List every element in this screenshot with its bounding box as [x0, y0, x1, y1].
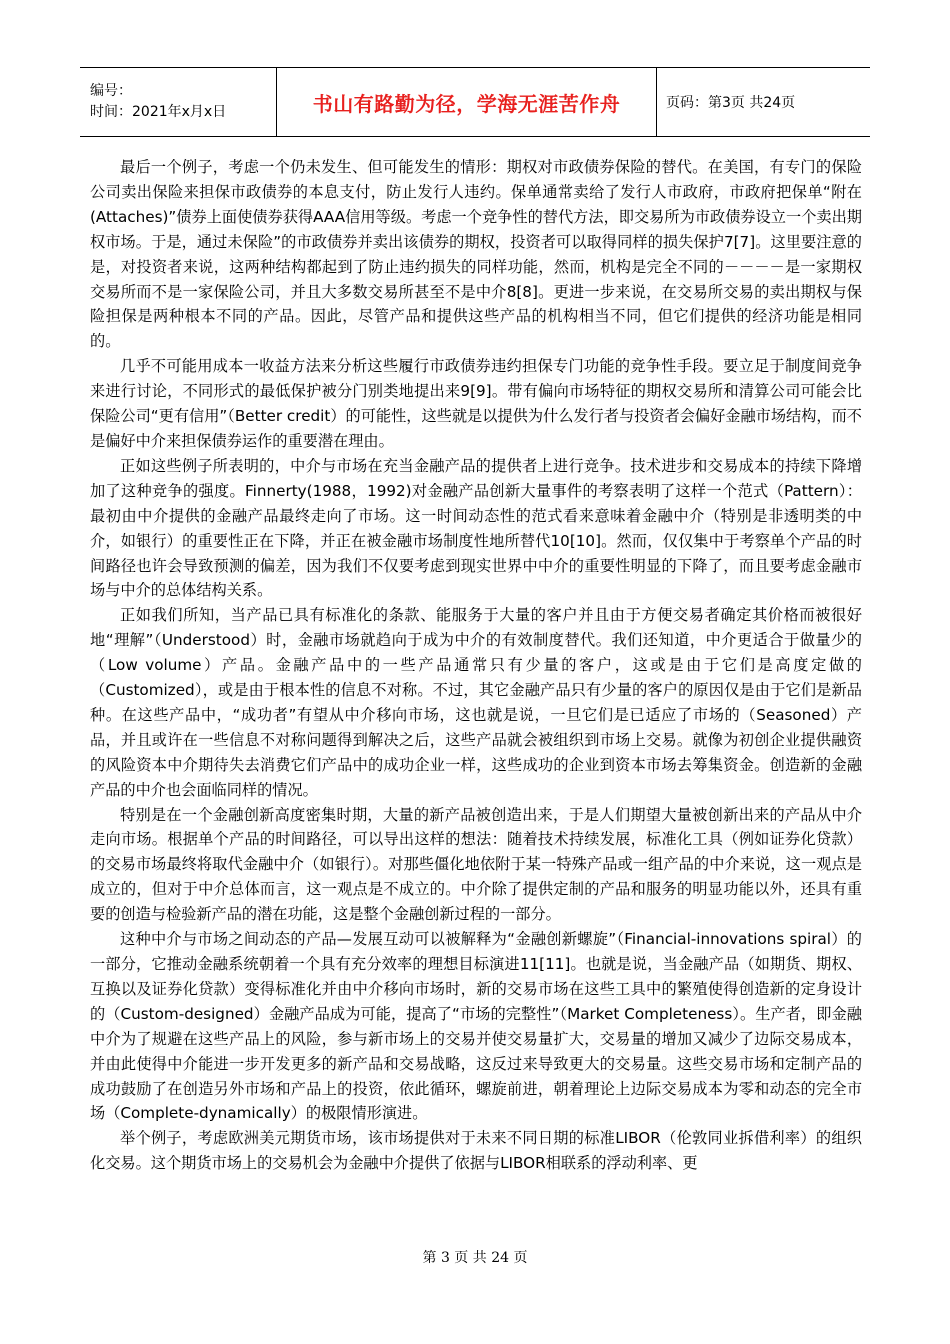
paragraph: 正如这些例子所表明的，中介与市场在充当金融产品的提供者上进行竞争。技术进步和交易成本的持续下降增加了这种竞争的强度。Finnerty(1988，1992)对金融产品创新大量事件的考察表明了这样一个范式（Pattern）：最初由中介提供的金融产品最终走向了市场。这一时间动态性的范式看来意味着金融中介（特别是非透明类的中介，如银行）的重要性正在下降，并正在被金融市场制度性地所替代10[10]。然而，仅仅集中于考察单个产品的时间路径也许会导致预测的偏差，因为我们不仅要考虑到现实世界中中介的重要性明显的下降了，而且要考虑金融市场与中介的总体结构关系。	[90, 456, 862, 600]
paragraph: 几乎不可能用成本一收益方法来分析这些履行市政债券违约担保专门功能的竞争性手段。要立足于制度间竞争来进行讨论，不同形式的最低保护被分门别类地提出来9[9]。带有偏向市场特征的期权交易所和清算公司可能会比保险公司“更有信用”（Better credit）的可能性，这些就是以提供为什么发行者与投资者会偏好金融市场结构，而不是偏好中介来担保债券运作的重要潜在理由。	[90, 357, 862, 450]
page-footer: 第 3 页 共 24 页	[422, 1250, 528, 1266]
paragraph: 特别是在一个金融创新高度密集时期，大量的新产品被创造出来，于是人们期望大量被创新出来的产品从中介走向市场。根据单个产品的时间路径，可以导出这样的想法：随着技术持续发展，标准化工具（例如证券化贷款）的交易市场最终将取代金融中介（如银行）。对那些僵化地依附于某一特殊产品或一组产品的中介来说，这一观点是成立的，但对于中介总体而言，这一观点是不成立的。中介除了提供定制的产品和服务的明显功能以外，还具有重要的创造与检验新产品的潜在功能，这是整个金融创新过程的一部分。	[90, 805, 862, 924]
paragraph: 这种中介与市场之间动态的产品—发展互动可以被解释为“金融创新螺旋”（Financial-innovations spiral）的一部分，它推动金融系统朝着一个具有充分效率的理想目标演进11[11]。也就是说，当金融产品（如期货、期权、互换以及证券化贷款）变得标准化并由中介移向市场时，新的交易市场在这些工具中的繁殖使得创造新的定身设计的（Custom-designed）金融产品成为可能，提高了“市场的完整性”（Market Completeness）。生产者，即金融中介为了规避在这些产品上的风险，参与新市场上的交易并使交易量扩大，交易量的增加又减少了边际交易成本，并由此使得中介能进一步开发更多的新产品和交易战略，这反过来导致更大的交易量。这些交易市场和定制产品的成功鼓励了在创造另外市场和产品上的投资，依此循环，螺旋前进，朝着理论上边际交易成本为零和动态的完全市场（Complete-dynamically）的极限情形演进。	[90, 930, 862, 1123]
header-motto: 书山有路勤为径，学海无涯苦作舟	[312, 91, 621, 116]
paragraph: 正如我们所知，当产品已具有标准化的条款、能服务于大量的客户并且由于方便交易者确定其价格而被很好地“理解”（Understood）时，金融市场就趋向于成为中介的有效制度替代。我们还知道，中介更适合于做量少的（Low volume）产品。金融产品中的一些产品通常只有少量的客户，这或是由于它们是高度定做的（Customized），或是由于根本性的信息不对称。不过，其它金融产品只有少量的客户的原因仅是由于它们是新品种。在这些产品中，“成功者”有望从中介移向市场，这也就是说，一旦它们是已适应了市场的（Seasoned）产品，并且或许在一些信息不对称问题得到解决之后，这些产品就会被组织到市场上交易。就像为初创企业提供融资的风险资本中介期待失去消费它们产品中的成功企业一样，这些成功的企业到资本市场去筹集资金。创造新的金融产品的中介也会面临同样的情况。	[90, 606, 862, 799]
header-page-info: 页码：第3页 共24页	[666, 95, 796, 111]
document-time-label: 时间：2021年x月x日	[90, 104, 227, 120]
header-motto-cell	[277, 68, 657, 136]
document-number-label: 编号：	[90, 83, 132, 99]
header-left-cell	[80, 68, 277, 136]
page-header	[80, 67, 870, 137]
header-page-cell	[657, 68, 870, 136]
paragraph: 举个例子，考虑欧洲美元期货市场，该市场提供对于未来不同日期的标准LIBOR（伦敦同业拆借利率）的组织化交易。这个期货市场上的交易机会为金融中介提供了依据与LIBOR相联系的浮动利率、更	[90, 1129, 862, 1173]
document-body	[90, 155, 862, 1176]
paragraph: 最后一个例子，考虑一个仍未发生、但可能发生的情形：期权对市政债券保险的替代。在美国，有专门的保险公司卖出保险来担保市政债券的本息支付，防止发行人违约。保单通常卖给了发行人市政府，市政府把保单“附在(Attaches)”债券上面使债券获得AAA信用等级。考虑一个竞争性的替代方法，即交易所为市政债券设立一个卖出期权市场。于是，通过未保险”的市政债券并卖出该债券的期权，投资者可以取得同样的损失保护7[7]。这里要注意的是，对投资者来说，这两种结构都起到了防止违约损失的同样功能，然而，机构是完全不同的－－－－是一家期权交易所而不是一家保险公司，并且大多数交易所甚至不是中介8[8]。更进一步来说，在交易所交易的卖出期权与保险担保是两种根本不同的产品。因此，尽管产品和提供这些产品的机构相当不同，但它们提供的经济功能是相同的。	[90, 158, 862, 351]
